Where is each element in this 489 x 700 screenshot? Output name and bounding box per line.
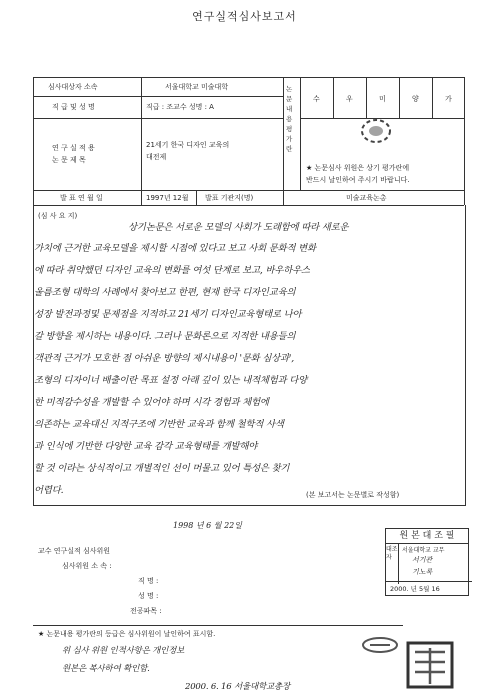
official-seal (405, 640, 455, 690)
reviewer-block-label: 교수 연구실적 심사위원 (38, 547, 111, 555)
grade-3: 미 (379, 95, 386, 103)
stamp-row-1: 서울대학교 교무 (402, 547, 445, 554)
eval-note: ★ 논문심사 위원은 상기 평가란에 반드시 날인하여 주시기 바랍니다. (306, 164, 410, 184)
footer-hand-2: 원본은 복사하여 확인함. (62, 664, 150, 674)
eval-side-label: 논문내용평가란 (286, 85, 293, 153)
footer-note: ★ 논문내용 평가란의 등급은 심사위원이 날인하여 표시함. (38, 630, 216, 638)
org-label: 발표 기관지(명) (205, 194, 254, 202)
grade-stamp-mark (356, 115, 396, 147)
date-label: 발 표 연 월 일 (60, 194, 103, 202)
footer-hand-3: 2000. 6. 16 서울대학교총장 (185, 682, 291, 692)
review-line-3: 에 따라 취약했던 디자인 교육의 변화를 여섯 단계로 보고, 바우하우스 (34, 265, 310, 276)
small-seal (360, 636, 400, 654)
review-line-8: 조형의 디자이너 배출이란 목표 설정 아래 깊이 있는 내적체험과 다양 (34, 375, 307, 386)
field-name-label: 성 명 : (138, 592, 159, 600)
review-line-12: 할 것 이라는 상식적이고 개별적인 선이 머물고 있어 특성은 찾기 (34, 463, 290, 474)
stamp-side: 대조자 (386, 543, 399, 584)
review-line-13: 어렵다. (34, 485, 64, 496)
thesis-value: 21세기 한국 디자인 교육의 대전제 (146, 141, 230, 161)
dept-label: 심사대상자 소속 (48, 83, 98, 91)
stamp-date: 2000. 년 5월 16 (386, 581, 472, 596)
review-line-10: 의존하는 교육대신 지적구조에 기반한 교육과 함께 철학적 사색 (34, 419, 284, 430)
rank-value: 직급 : 조교수 성명 : A (146, 103, 214, 111)
signature-date: 1998 년 6 월 22일 (173, 521, 242, 530)
grade-4: 양 (412, 95, 419, 103)
verification-stamp (385, 528, 469, 596)
field-position-label: 직 명 : (138, 577, 159, 585)
field-major-label: 전공파목 : (130, 607, 162, 615)
stamp-row-2: 서기관 (412, 556, 433, 564)
review-line-1: 상기논문은 서로운 모델의 사회가 도래함에 따라 새로운 (128, 222, 349, 233)
document-title: 연구실적심사보고서 (192, 10, 297, 23)
grade-2: 우 (346, 95, 353, 103)
grade-1: 수 (313, 95, 320, 103)
stamp-title: 원 본 대 조 필 (386, 529, 468, 544)
review-line-11: 과 인식에 기반한 다양한 교육 감각 교육형태를 개발해야 (34, 441, 258, 452)
rank-label: 직 급 및 성 명 (52, 103, 95, 111)
dept-value: 서울대학교 미술대학 (165, 83, 229, 91)
review-line-2: 가치에 근거한 교육모델을 제시할 시점에 있다고 보고 사회 문화적 변화 (34, 243, 316, 254)
grade-5: 가 (445, 95, 452, 103)
review-heading: (심 사 요 지) (38, 212, 78, 220)
review-footnote: (본 보고서는 논문별로 작성함) (306, 491, 400, 499)
date-value: 1997년 12월 (146, 194, 189, 202)
thesis-label: 연 구 실 적 용 논 문 제 목 (52, 144, 95, 164)
review-line-6: 갈 방향을 제시하는 내용이다. 그러나 문화론으로 지적한 내용들의 (34, 331, 296, 342)
field-affiliation-label: 심사위원 소 속 : (62, 562, 112, 570)
review-line-7: 객관적 근거가 모호한 점 아쉬운 방향의 제시내용이 '문화 심상과', (34, 353, 295, 364)
footer-hand-1: 위 심사 위원 인적사항은 개인정보 (62, 646, 185, 656)
stamp-row-3: 기노록 (412, 568, 433, 576)
review-line-4: 울름조형 대학의 사례에서 찾아보고 한편, 현재 한국 디자인교육의 (34, 287, 296, 298)
org-value: 미술교육논총 (346, 194, 387, 202)
review-line-9: 한 미적감수성을 개발할 수 있어야 하며 시각 경험과 체험에 (34, 397, 269, 408)
review-line-5: 성장 발전과정및 문제점을 지적하고 21세기 디자인교육형태로 나아 (34, 309, 302, 320)
